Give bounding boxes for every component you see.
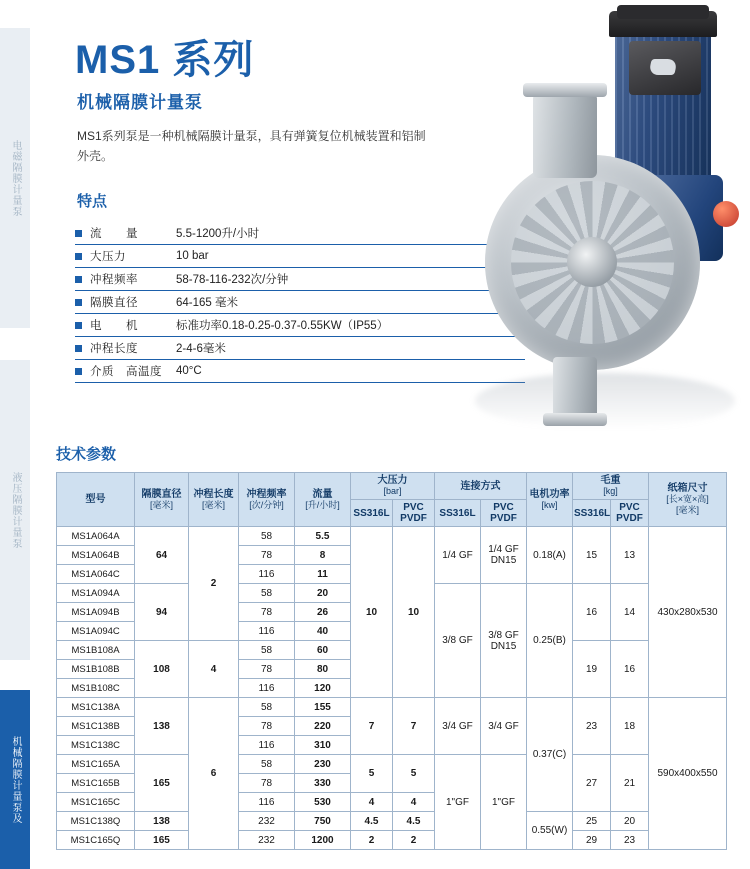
cell-model: MS1A094A: [57, 584, 135, 603]
cell-stroke-frequency: 232: [239, 831, 295, 850]
col-gross-weight: 毛重 [kg]: [573, 473, 649, 500]
side-tab-mechanical[interactable]: [0, 690, 30, 869]
cell-flow: 8: [295, 546, 351, 565]
feature-label: 大压力: [90, 251, 126, 263]
cell-model: MS1B108B: [57, 660, 135, 679]
bullet-square-icon: [75, 299, 82, 306]
cell-stroke-length: 2: [189, 527, 239, 641]
cell-carton-size: 430x280x530: [649, 527, 727, 698]
cell-stroke-frequency: 116: [239, 622, 295, 641]
feature-value: 64-165 毫米: [176, 297, 239, 309]
side-tab-hydraulic[interactable]: [0, 360, 30, 660]
brand-logo-icon: [648, 59, 677, 75]
cell-connection-ss: 1"GF: [435, 755, 481, 850]
bullet-square-icon: [75, 253, 82, 260]
bullet-square-icon: [75, 230, 82, 237]
cell-motor-power: 0.18(A): [527, 527, 573, 584]
cell-weight-pvc: 14: [611, 584, 649, 641]
features-heading: 特点: [77, 193, 108, 210]
side-tab-label: 电磁隔膜计量泵: [10, 139, 21, 217]
pump-head-hub: [567, 237, 617, 287]
cell-diaphragm: 138: [135, 698, 189, 755]
feature-label: 冲程频率: [90, 274, 138, 286]
feature-value: 标准功率0.18-0.25-0.37-0.55KW（IP55）: [176, 320, 389, 332]
side-tab-strip: [0, 0, 30, 869]
cell-connection-ss: 3/4 GF: [435, 698, 481, 755]
cell-stroke-frequency: 58: [239, 698, 295, 717]
cell-pressure-pvc: 4.5: [393, 812, 435, 831]
cell-stroke-frequency: 78: [239, 774, 295, 793]
table-row: [57, 527, 727, 546]
cell-connection-pvc: 1"GF: [481, 755, 527, 850]
cell-flow: 40: [295, 622, 351, 641]
cell-stroke-frequency: 58: [239, 584, 295, 603]
feature-label: 介质 高温度: [90, 366, 162, 378]
hero-section: [30, 0, 750, 435]
cell-flow: 1200: [295, 831, 351, 850]
side-tab-label: 液压隔膜计量泵: [10, 471, 21, 549]
cell-pressure-ss: 4.5: [351, 812, 393, 831]
col-flow: 流量 [升/小时]: [295, 473, 351, 527]
cell-pressure-pvc: 5: [393, 755, 435, 793]
cell-flow: 750: [295, 812, 351, 831]
table-header-row: [57, 473, 727, 500]
cell-model: MS1C165A: [57, 755, 135, 774]
cell-stroke-frequency: 116: [239, 565, 295, 584]
cell-pressure-pvc: 7: [393, 698, 435, 755]
cell-diaphragm: 64: [135, 527, 189, 584]
col-diaphragm: 隔膜直径 [毫米]: [135, 473, 189, 527]
cell-flow: 310: [295, 736, 351, 755]
cell-model: MS1C165C: [57, 793, 135, 812]
col-pressure: 大压力 [bar]: [351, 473, 435, 500]
product-description: MS1系列泵是一种机械隔膜计量泵，具有弹簧复位机械装置和铝制外壳。: [77, 129, 426, 163]
cell-model: MS1A064A: [57, 527, 135, 546]
cell-stroke-length: 4: [189, 641, 239, 698]
cell-motor-power: 0.55(W): [527, 812, 573, 850]
cell-model: MS1C165B: [57, 774, 135, 793]
feature-value: 5.5-1200升/小时: [176, 228, 260, 240]
cell-flow: 11: [295, 565, 351, 584]
cell-pressure-ss: 5: [351, 755, 393, 793]
cell-flow: 60: [295, 641, 351, 660]
cell-stroke-frequency: 58: [239, 641, 295, 660]
cell-pressure-pvc: 2: [393, 831, 435, 850]
stroke-adjust-knob: [713, 201, 739, 227]
cell-diaphragm: 165: [135, 831, 189, 850]
col-carton-size: 纸箱尺寸 [长×宽×高] [毫米]: [649, 473, 727, 527]
bullet-square-icon: [75, 368, 82, 375]
cell-weight-pvc: 16: [611, 641, 649, 698]
cell-stroke-frequency: 116: [239, 793, 295, 812]
cell-connection-pvc: 1/4 GF DN15: [481, 527, 527, 584]
col-motor-power: 电机功率 [kw]: [527, 473, 573, 527]
page-title: MS1 系列: [75, 38, 255, 82]
specifications-table: [56, 472, 727, 850]
cell-connection-ss: 1/4 GF: [435, 527, 481, 584]
subcol-pressure-pvc: PVC PVDF: [393, 500, 435, 527]
cell-weight-ss: 25: [573, 812, 611, 831]
tech-params-heading: 技术参数: [56, 446, 117, 463]
subcol-weight-pvc: PVC PVDF: [611, 500, 649, 527]
bullet-square-icon: [75, 345, 82, 352]
cell-weight-pvc: 20: [611, 812, 649, 831]
cell-connection-ss: 3/8 GF: [435, 584, 481, 698]
cell-pressure-ss: 10: [351, 527, 393, 698]
cell-pressure-ss: 7: [351, 698, 393, 755]
cell-pressure-ss: 2: [351, 831, 393, 850]
feature-label: 流 量: [90, 228, 138, 240]
cell-weight-pvc: 13: [611, 527, 649, 584]
col-model: 型号: [57, 473, 135, 527]
product-photo: [445, 5, 750, 430]
cell-flow: 80: [295, 660, 351, 679]
side-tab-label: 机械隔膜计量泵及: [10, 735, 21, 824]
cell-stroke-frequency: 78: [239, 546, 295, 565]
feature-label: 冲程长度: [90, 343, 138, 355]
cell-stroke-length: 6: [189, 698, 239, 850]
cell-weight-ss: 29: [573, 831, 611, 850]
cell-motor-power: 0.25(B): [527, 584, 573, 698]
feature-value: 2-4-6毫米: [176, 343, 226, 355]
cell-model: MS1A064B: [57, 546, 135, 565]
cell-model: MS1B108C: [57, 679, 135, 698]
cell-weight-ss: 16: [573, 584, 611, 641]
cell-stroke-frequency: 58: [239, 755, 295, 774]
cell-model: MS1C165Q: [57, 831, 135, 850]
cell-motor-power: 0.37(C): [527, 698, 573, 812]
cell-connection-pvc: 3/8 GF DN15: [481, 584, 527, 698]
col-stroke-length: 冲程长度 [毫米]: [189, 473, 239, 527]
feature-value: 58-78-116-232次/分钟: [176, 274, 289, 286]
table-row: [57, 698, 727, 717]
cell-stroke-frequency: 116: [239, 736, 295, 755]
bullet-square-icon: [75, 322, 82, 329]
cell-weight-ss: 15: [573, 527, 611, 584]
bullet-square-icon: [75, 276, 82, 283]
page-subtitle: 机械隔膜计量泵: [77, 93, 203, 112]
feature-label: 隔膜直径: [90, 297, 138, 309]
specifications-table-body: [57, 527, 727, 850]
subcol-connection-ss: SS316L: [435, 500, 481, 527]
suction-pipe: [533, 93, 597, 178]
cell-stroke-frequency: 116: [239, 679, 295, 698]
feature-label: 电 机: [90, 320, 138, 332]
cell-model: MS1C138Q: [57, 812, 135, 831]
discharge-pipe: [553, 357, 597, 419]
cell-connection-pvc: 3/4 GF: [481, 698, 527, 755]
cell-model: MS1A094C: [57, 622, 135, 641]
cell-flow: 5.5: [295, 527, 351, 546]
cell-weight-pvc: 21: [611, 755, 649, 812]
cell-model: MS1B108A: [57, 641, 135, 660]
cell-flow: 330: [295, 774, 351, 793]
cell-model: MS1C138C: [57, 736, 135, 755]
feature-value: 40°C: [176, 365, 202, 377]
col-connection: 连接方式: [435, 473, 527, 500]
cell-flow: 155: [295, 698, 351, 717]
cell-stroke-frequency: 232: [239, 812, 295, 831]
cell-flow: 20: [295, 584, 351, 603]
cell-model: MS1A094B: [57, 603, 135, 622]
cell-weight-pvc: 18: [611, 698, 649, 755]
side-tab-electromagnetic[interactable]: [0, 28, 30, 328]
cell-weight-ss: 19: [573, 641, 611, 698]
cell-flow: 120: [295, 679, 351, 698]
cell-pressure-pvc: 10: [393, 527, 435, 698]
cell-stroke-frequency: 58: [239, 527, 295, 546]
cell-diaphragm: 94: [135, 584, 189, 641]
cell-carton-size: 590x400x550: [649, 698, 727, 850]
col-stroke-frequency: 冲程频率 [次/分钟]: [239, 473, 295, 527]
feature-value: 10 bar: [176, 250, 209, 262]
discharge-flange: [543, 413, 607, 426]
suction-flange: [523, 83, 607, 97]
cell-pressure-ss: 4: [351, 793, 393, 812]
cell-diaphragm: 165: [135, 755, 189, 812]
table-row: [57, 812, 727, 831]
table-row: [57, 755, 727, 774]
table-row: [57, 831, 727, 850]
cell-model: MS1C138B: [57, 717, 135, 736]
cell-flow: 230: [295, 755, 351, 774]
cell-stroke-frequency: 78: [239, 660, 295, 679]
cell-model: MS1A064C: [57, 565, 135, 584]
cell-stroke-frequency: 78: [239, 603, 295, 622]
cell-weight-pvc: 23: [611, 831, 649, 850]
cell-diaphragm: 108: [135, 641, 189, 698]
cell-diaphragm: 138: [135, 812, 189, 831]
subcol-connection-pvc: PVC PVDF: [481, 500, 527, 527]
cell-flow: 26: [295, 603, 351, 622]
cell-pressure-pvc: 4: [393, 793, 435, 812]
cell-flow: 530: [295, 793, 351, 812]
subcol-weight-ss: SS316L: [573, 500, 611, 527]
cell-model: MS1C138A: [57, 698, 135, 717]
subcol-pressure-ss: SS316L: [351, 500, 393, 527]
cell-flow: 220: [295, 717, 351, 736]
cell-weight-ss: 23: [573, 698, 611, 755]
motor-fan-top: [617, 5, 709, 19]
cell-stroke-frequency: 78: [239, 717, 295, 736]
cell-weight-ss: 27: [573, 755, 611, 812]
